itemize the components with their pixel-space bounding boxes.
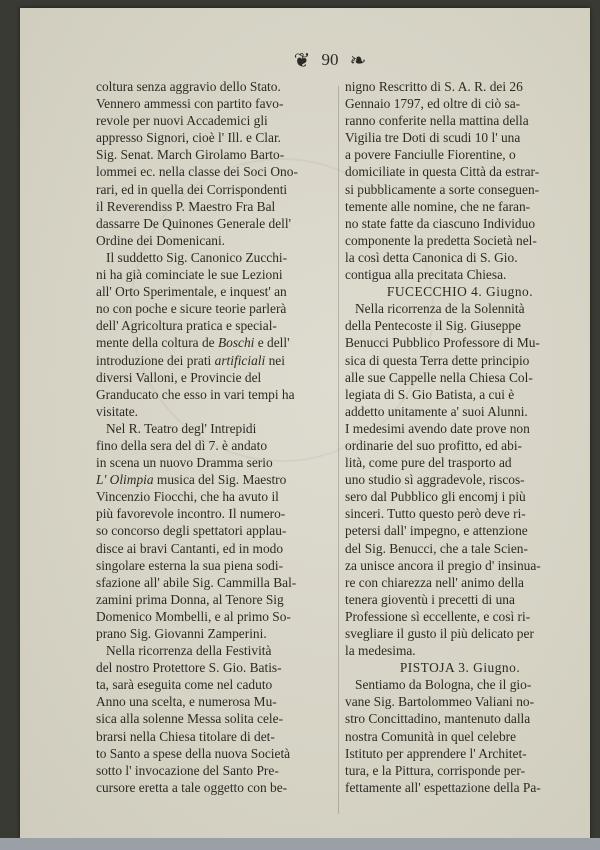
text-line: sfazione all' abile Sig. Cammilla Bal- — [96, 574, 297, 590]
text-line: I medesimi avendo date prove non — [345, 420, 530, 436]
text-line: all' Orto Sperimentale, e inquest' an — [96, 284, 287, 300]
text-line: appresso Signori, cioè l' Ill. e Clar. — [96, 130, 282, 146]
page-number: 90 — [321, 50, 339, 69]
text-line: Nella ricorrenza della Festività — [106, 643, 272, 659]
text-line: brarsi nella Chiesa titolare di det- — [96, 728, 275, 744]
text-line: lommei ec. nella classe dei Soci Ono- — [96, 164, 298, 180]
text-line: della Pentecoste il Sig. Giuseppe — [345, 318, 521, 334]
section-heading: FUCECCHIO 4. Giugno. — [386, 284, 534, 300]
text-line: del nostro Protettore S. Gio. Batis- — [96, 660, 282, 676]
text-line: ordinarie del suo profitto, ed abi- — [345, 437, 523, 453]
text-line: Istituto per apprendere l' Architet- — [345, 745, 527, 761]
text-line: sica di questa Terra dette principio — [345, 352, 530, 368]
text-line: Benucci Pubblico Professore di Mu- — [345, 335, 540, 351]
text-line: coltura senza aggravio dello Stato. — [96, 79, 281, 94]
text-line: L' Olimpia musica del Sig. Maestro — [96, 472, 287, 488]
text-line: la medesima. — [345, 643, 416, 659]
text-line: dell' Agricoltura pratica e special- — [96, 318, 277, 334]
text-line: domiciliate in questa Città da estrar- — [345, 164, 540, 180]
text-line: Ordine dei Domenicani. — [96, 232, 226, 248]
text-line: diversi Valloni, e Provincie del — [96, 369, 262, 385]
text-line: svegliare il gusto il più delicato per — [345, 626, 534, 641]
text-line: sero dal Pubblico gli encomj i più — [345, 489, 526, 505]
text-line: sotto l' invocazione del Santo Pre- — [96, 762, 279, 778]
left-column — [96, 78, 334, 796]
text-line: a povere Fanciulle Fiorentine, o — [345, 147, 516, 163]
text-line: uno studio sì aggradevole, riscos- — [345, 472, 525, 488]
text-line: Nella ricorrenza de la Solennità — [355, 301, 525, 317]
text-line: tenera gioventù i precetti di una — [345, 591, 515, 607]
text-line: revole per nuovi Accademici gli — [96, 113, 268, 129]
text-line: Sentiamo da Bologna, che il gio- — [355, 677, 532, 693]
text-line: sica alla solenne Messa solita cele- — [96, 711, 284, 727]
italic-term: L' Olimpia — [96, 472, 154, 488]
text-line: Nel R. Teatro degl' Intrepidi — [106, 420, 257, 436]
text-line: ni ha già cominciate le sue Lezioni — [96, 267, 283, 283]
text-line: visitate. — [96, 403, 139, 419]
text-line: sinceri. Tutto questo però deve ri- — [345, 506, 526, 522]
text-line: fettamente all' espettazione della Pa- — [345, 779, 541, 795]
text-line: vane Sig. Bartolommeo Valiani no- — [345, 694, 535, 710]
text-line: Granducato che esso in vari tempi ha — [96, 386, 295, 402]
text-line: Anno una scelta, e numerosa Mu- — [96, 694, 277, 710]
text-line: disce ai bravi Cantanti, ed in modo — [96, 540, 284, 556]
text-line: singolare esterna la sua piena sodi- — [96, 557, 284, 573]
text-line: fino della sera del dì 7. è andato — [96, 437, 268, 453]
text-line: alle sue Cappelle nella Chiesa Col- — [345, 369, 533, 385]
text-line: Sig. Senat. March Girolamo Barto- — [96, 147, 285, 163]
text-line: Vennero ammessi con partito favo- — [96, 96, 284, 112]
text-line: petersi dall' impegno, e attenzione — [345, 523, 528, 539]
text-line: il Reverendiss P. Maestro Fra Bal — [96, 198, 276, 214]
text-line: Il suddetto Sig. Canonico Zucchi- — [106, 249, 288, 265]
text-line: ranno conferite nella mattina della — [345, 113, 529, 129]
text-line: si pubblicamente a sorte conseguen- — [345, 181, 540, 197]
text-line: del Sig. Benucci, che a tale Scien- — [345, 540, 528, 556]
text-line: introduzione dei prati artificiali nei — [96, 352, 285, 368]
text-line: no con poche e sicure teorie parlerà — [96, 301, 287, 317]
text-line: tura, e la Pittura, corrisponde per- — [345, 762, 526, 778]
page-header — [270, 48, 390, 74]
text-line: re con chiarezza nell' animo della — [345, 574, 524, 590]
text-line: la così detta Canonica di S. Gio. — [345, 249, 518, 265]
ornament-right-icon: ❧ — [349, 48, 367, 72]
italic-term: Boschi — [217, 335, 255, 351]
text-line: addetto unitamente a' suoi Alunni. — [345, 403, 528, 419]
text-line: rari, ed in quella dei Corrispondenti — [96, 181, 288, 197]
text-line: so concorso degli spettatori applau- — [96, 523, 287, 539]
text-line: Gennaio 1797, ed oltre di ciò sa- — [345, 96, 521, 112]
scan-background-strip — [0, 838, 600, 850]
text-line: Vigilia tre Doti di scudi 10 l' una — [345, 130, 521, 146]
text-line: più favorevole incontro. Il numero- — [96, 506, 286, 522]
text-line: lità, come pure del trasporto ad — [345, 455, 512, 471]
column-divider — [338, 86, 339, 814]
text-line: za unisce ancora il pregio d' insinua- — [345, 557, 541, 573]
text-line: no state fatte da ciascuno Individuo — [345, 215, 536, 231]
text-line: nigno Rescritto di S. A. R. dei 26 — [345, 79, 523, 94]
text-line: to Santo a spese della nuova Società — [96, 745, 291, 761]
text-line: temente alle nomine, che ne faran- — [345, 198, 531, 214]
text-line: nostra Comunità in quel celebre — [345, 728, 517, 744]
text-line: zamini prima Donna, al Tenore Sig — [96, 591, 284, 607]
right-column — [345, 78, 575, 796]
text-line: Domenico Mombelli, e al primo So- — [96, 608, 291, 624]
section-heading: PISTOJA 3. Giugno. — [399, 660, 521, 676]
text-line: prano Sig. Giovanni Zamperini. — [96, 626, 267, 641]
text-line: ta, sarà eseguita come nel caduto — [96, 677, 273, 693]
text-line: in scena un nuovo Dramma serio — [96, 455, 273, 471]
text-line: cursore eretta a tale oggetto con be- — [96, 779, 288, 795]
italic-term: artificiali — [214, 352, 266, 368]
text-line: componente la predetta Società nel- — [345, 232, 537, 248]
text-line: contigua alla precitata Chiesa. — [345, 267, 507, 283]
text-line: Professione sì eccellente, e così ri- — [345, 608, 531, 624]
ornament-left-icon: ❦ — [293, 48, 311, 72]
text-line: mente della coltura de Boschi e dell' — [96, 335, 290, 351]
text-line: stro Concittadino, mantenuto dalla — [345, 711, 531, 727]
text-line: Vincenzio Fiocchi, che ha avuto il — [96, 489, 279, 505]
text-line: dassarre De Quinones Generale dell' — [96, 215, 292, 231]
text-line: legiata di S. Gio Batista, a cui è — [345, 386, 515, 402]
